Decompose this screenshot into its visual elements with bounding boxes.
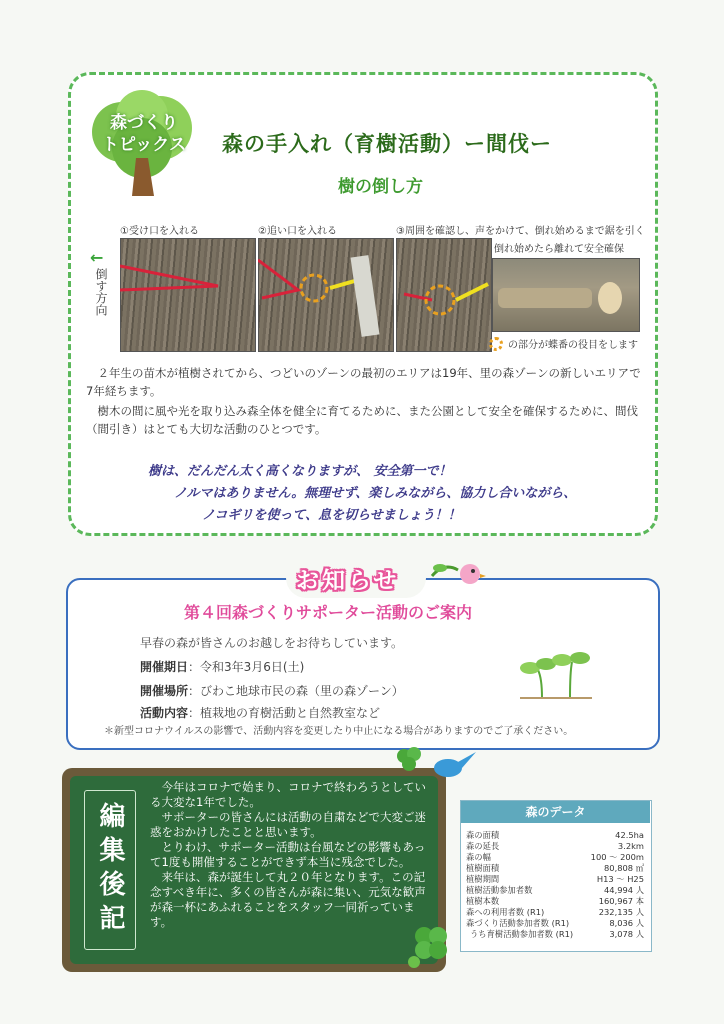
slogan-line-3: ノコギリを使って、息を切らせましょう！！ xyxy=(202,508,461,523)
topic-title: 森の手入れ（育樹活動）ー間伐ー xyxy=(222,132,552,156)
topics-badge: 森づくり トピックス xyxy=(101,113,187,155)
topic-paragraph-1: ２年生の苗木が植樹されてから、つどいのゾーンの最初のエリアは19年、里の森ゾーンの新しいエリアで7年経ちます。 xyxy=(86,366,641,398)
table-row: 森の延長 3.2km xyxy=(466,841,644,851)
event-place: 開催場所：びわこ地球市民の森（里の森ゾーン） xyxy=(140,684,404,698)
event-date: 開催期日：令和3年3月6日(土) xyxy=(140,660,305,674)
notice-footnote: ＊新型コロナウイルスの影響で、活動内容を変更したり中止になる場合がありますのでご了承ください。 xyxy=(104,726,574,737)
table-row: うち育樹活動参加者数 (R1) 3,078 人 xyxy=(470,929,644,939)
table-row: 植樹期間 H13 ～ H25 xyxy=(466,874,644,884)
table-row: 森への利用者数 (R1) 232,135 人 xyxy=(466,907,644,917)
topic-subtitle: 樹の倒し方 xyxy=(338,177,423,197)
forest-data-title: 森のデータ xyxy=(461,801,650,823)
arrow-left-icon: ← xyxy=(90,248,104,267)
step-3-sublabel: 倒れ始めたら離れて安全確保 xyxy=(494,244,624,255)
sprout-icon xyxy=(516,648,596,704)
event-content: 活動内容：植栽地の育樹活動と自然教室など xyxy=(140,706,381,720)
fall-direction-label: 倒す方向 xyxy=(94,268,108,316)
notice-heading: お知らせ xyxy=(296,568,400,594)
table-row: 植樹活動参加者数 44,994 人 xyxy=(466,885,644,895)
step-2-label: ②追い口を入れる xyxy=(258,226,337,237)
wedge-cut-mark xyxy=(120,238,254,350)
clover-bird-icon xyxy=(392,742,478,782)
table-row: 森の面積 42.5ha xyxy=(466,830,644,840)
slogan-line-1: 樹は、だんだん太く高くなりますが、 安全第一で！ xyxy=(148,464,452,479)
table-row: 植樹面積 80,808 ㎡ xyxy=(466,863,644,873)
step-1-label: ①受け口を入れる xyxy=(120,226,199,237)
slogan-line-2: ノルマはありません。無理せず、楽しみながら、協力し合いながら、 xyxy=(174,486,577,501)
hinge-mark xyxy=(396,238,490,350)
event-title: 第４回森づくりサポーター活動のご案内 xyxy=(184,603,473,622)
table-row: 森の幅 100 ～ 200m xyxy=(466,852,644,862)
step-3-label: ③周囲を確認し、声をかけて、倒れ始めるまで鋸を引く xyxy=(396,226,645,237)
hinge-circle-icon xyxy=(489,337,503,351)
hinge-note: の部分が蝶番の役目をします xyxy=(508,340,638,351)
table-row: 森づくり活動参加者数 (R1) 8,036 人 xyxy=(466,918,644,928)
table-row: 植樹本数 160,967 本 xyxy=(466,896,644,906)
editor-note-text: 今年はコロナで始まり、コロナで終わろうとしている大変な1年でした。 サポーターの皆さんには活動の自粛などで大変ご迷惑をおかけしたことと思います。 とりわけ、サポーター活動は台風などの影響もあって1度も開催することができず本当に残念でした。 来年は、森が誕生して丸２０年となります。この記念すべき年に、多くの皆さんが森に集い、元気な歓声が森一杯にあふれることをスタッフ一同祈っています。 xyxy=(150,780,426,929)
topic-paragraph-2: 樹木の間に風や光を取り込み森全体を健全に育てるために、また公園として安全を確保するために、間伐（間引き）はとても大切な活動のひとつです。 xyxy=(86,404,638,436)
notice-intro: 早春の森が皆さんのお越しをお待ちしています。 xyxy=(140,636,404,650)
bird-on-branch-icon xyxy=(430,556,490,596)
back-cut-mark xyxy=(258,238,392,350)
editor-note-label: 編集後記 xyxy=(84,790,136,950)
felled-log-icon xyxy=(492,258,638,330)
